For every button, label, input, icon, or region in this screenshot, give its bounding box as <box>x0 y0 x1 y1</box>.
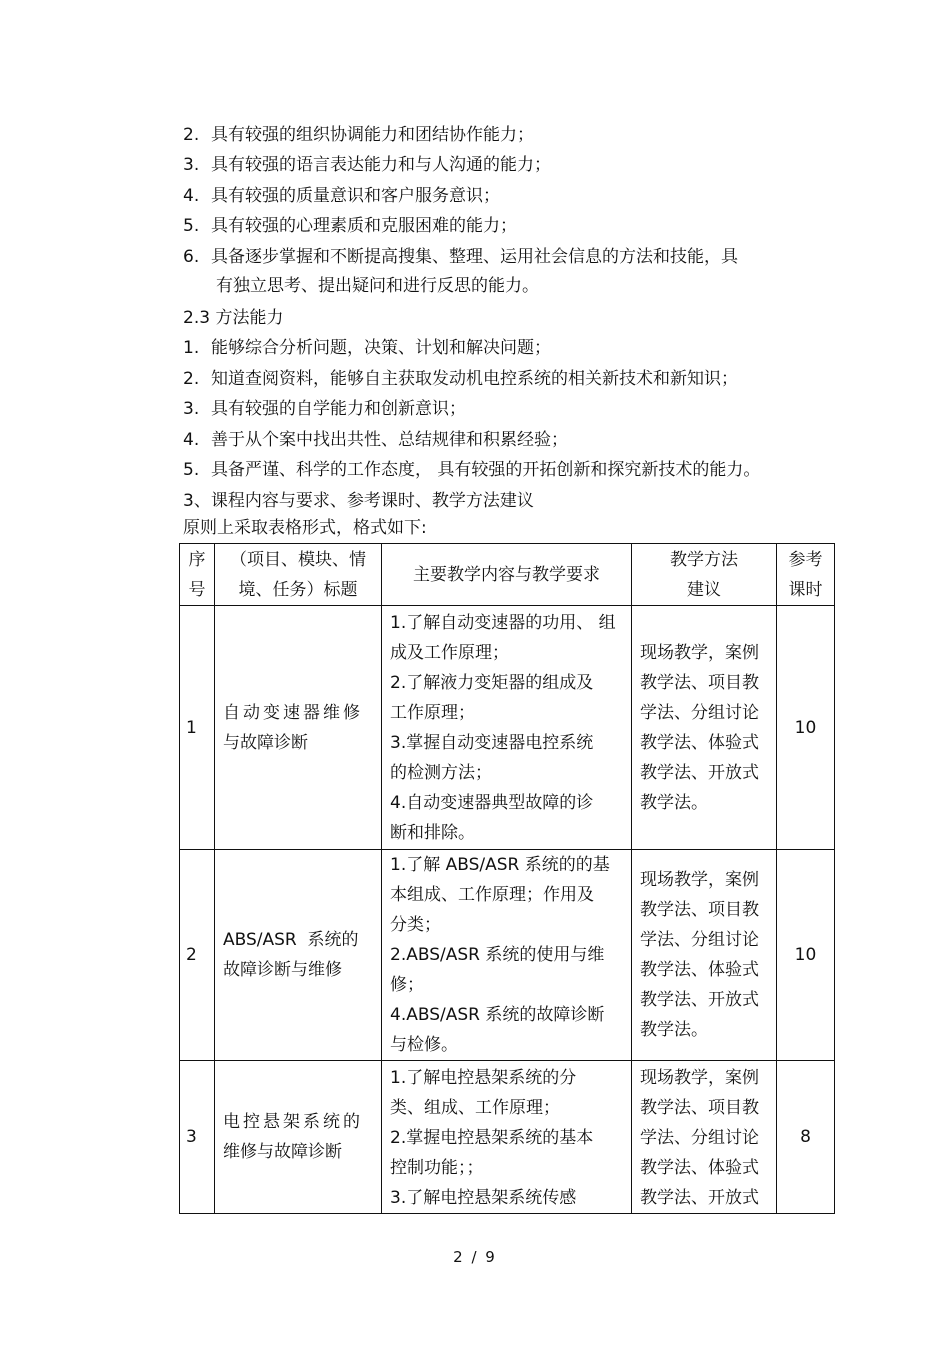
header-seq <box>180 544 215 606</box>
header-text: 境、任务）标题 <box>238 579 358 600</box>
method-line: 教学法、体验式 <box>640 732 759 753</box>
title-line: ABS/ASR 系统的 <box>223 930 359 950</box>
list-number: 1. <box>183 338 200 358</box>
table-row <box>180 606 835 850</box>
content-line: 本组成、工作原理；作用及 <box>390 885 594 905</box>
row-hours: 10 <box>777 850 835 1061</box>
list-item <box>183 211 517 241</box>
list-item <box>183 333 551 363</box>
list-text: 具有较强的心理素质和克服困难的能力； <box>211 216 517 236</box>
method-line: 现场教学，案例 <box>640 642 759 663</box>
list-text: 具有较强的组织协调能力和团结协作能力； <box>211 125 534 145</box>
list-number: 4. <box>183 430 200 450</box>
list-item <box>183 455 760 485</box>
method-line: 教学法、项目教 <box>640 900 759 920</box>
header-text: （项目、模块、情 <box>230 549 366 570</box>
content-line: 的检测方法； <box>390 762 492 783</box>
table-row <box>180 1061 835 1214</box>
row-method <box>632 850 777 1061</box>
method-line: 教学法。 <box>640 792 708 813</box>
content-line: 2.掌握电控悬架系统的基本 <box>390 1128 594 1148</box>
method-line: 教学法、开放式 <box>640 990 759 1010</box>
method-line: 教学法、体验式 <box>640 1158 759 1178</box>
method-line: 教学法、开放式 <box>640 762 759 783</box>
list-number: 5. <box>183 216 200 236</box>
content-line: 2.了解液力变矩器的组成及 <box>390 672 594 693</box>
list-number: 3. <box>183 399 200 419</box>
header-text: 号 <box>188 579 206 600</box>
method-line: 现场教学，案例 <box>640 1068 759 1088</box>
content-line: 断和排除。 <box>390 822 475 843</box>
list-item <box>183 364 738 394</box>
row-title <box>215 1061 382 1214</box>
header-text: 课时 <box>788 579 823 600</box>
row-content <box>382 606 632 850</box>
list-text: 具备逐步掌握和不断提高搜集、整理、运用社会信息的方法和技能，具 <box>211 247 738 267</box>
content-line: 3.了解电控悬架系统传感 <box>390 1188 577 1208</box>
content-line: 成及工作原理； <box>390 642 509 663</box>
section-heading: 2.3 方法能力 <box>183 308 284 328</box>
row-seq: 3 <box>180 1061 215 1214</box>
list-item <box>183 120 534 150</box>
header-method <box>632 544 777 606</box>
header-text: 教学方法 <box>670 549 738 570</box>
title-line: 故障诊断与维修 <box>223 960 342 980</box>
list-text: 具有较强的自学能力和创新意识； <box>211 399 466 419</box>
method-line: 学法、分组讨论 <box>640 1128 759 1148</box>
row-content <box>382 1061 632 1214</box>
content-line: 4.自动变速器典型故障的诊 <box>390 792 594 813</box>
method-line: 教学法、体验式 <box>640 960 759 980</box>
title-line: 电控悬架系统的 <box>223 1112 363 1132</box>
row-seq: 2 <box>180 850 215 1061</box>
method-line: 教学法、开放式 <box>640 1188 759 1208</box>
content-line: 1.了解电控悬架系统的分 <box>390 1068 577 1088</box>
title-line: 自动变速器维修 <box>223 702 363 723</box>
content-line: 控制功能；； <box>390 1158 484 1178</box>
list-item-continuation: 有独立思考、提出疑问和进行反思的能力。 <box>216 276 539 296</box>
row-method <box>632 1061 777 1214</box>
content-line: 1.了解 ABS/ASR 系统的的基 <box>390 855 610 875</box>
list-number: 6. <box>183 247 200 267</box>
list-number: 3. <box>183 155 200 175</box>
row-seq: 1 <box>180 606 215 850</box>
content-line: 类、组成、工作原理； <box>390 1098 560 1118</box>
table-header-row <box>180 544 835 606</box>
method-line: 现场教学，案例 <box>640 870 759 890</box>
list-text: 善于从个案中找出共性、总结规律和积累经验； <box>211 430 568 450</box>
list-text: 具有较强的质量意识和客户服务意识； <box>211 186 500 206</box>
list-text: 具备严谨、科学的工作态度， 具有较强的开拓创新和探究新技术的能力。 <box>211 460 761 480</box>
row-title <box>215 850 382 1061</box>
method-line: 教学法、项目教 <box>640 672 759 693</box>
header-text: 参考 <box>788 549 823 570</box>
content-line: 1.了解自动变速器的功用、 组 <box>390 612 616 633</box>
row-content <box>382 850 632 1061</box>
content-line: 4.ABS/ASR 系统的故障诊断 <box>390 1005 605 1025</box>
row-hours: 8 <box>777 1061 835 1214</box>
content-line: 工作原理； <box>390 702 475 723</box>
content-line: 修； <box>390 975 424 995</box>
list-item <box>183 242 738 272</box>
header-text: 序 <box>188 549 206 570</box>
content-line: 2.ABS/ASR 系统的使用与维 <box>390 945 605 965</box>
row-hours: 10 <box>777 606 835 850</box>
page-number: 2 / 9 <box>453 1248 497 1266</box>
row-title <box>215 606 382 850</box>
list-text: 知道查阅资料，能够自主获取发动机电控系统的相关新技术和新知识； <box>211 369 738 389</box>
header-text: 建议 <box>687 579 721 600</box>
list-text: 能够综合分析问题，决策、计划和解决问题； <box>211 338 551 358</box>
row-method <box>632 606 777 850</box>
title-line: 维修与故障诊断 <box>223 1142 342 1162</box>
title-line: 与故障诊断 <box>223 732 308 753</box>
content-line: 与检修。 <box>390 1035 458 1055</box>
list-number: 5. <box>183 460 200 480</box>
heading-3: 3、课程内容与要求、参考课时、教学方法建议 <box>183 491 534 511</box>
table-row <box>180 850 835 1061</box>
table-intro: 原则上采取表格形式，格式如下: <box>183 518 427 538</box>
list-item <box>183 394 466 424</box>
list-item <box>183 150 551 180</box>
content-line: 3.掌握自动变速器电控系统 <box>390 732 594 753</box>
list-number: 2. <box>183 369 200 389</box>
header-content: 主要教学内容与教学要求 <box>382 544 632 606</box>
method-line: 教学法。 <box>640 1020 708 1040</box>
method-line: 学法、分组讨论 <box>640 702 759 723</box>
method-line: 学法、分组讨论 <box>640 930 759 950</box>
list-number: 4. <box>183 186 200 206</box>
content-line: 分类； <box>390 915 441 935</box>
list-item <box>183 425 568 455</box>
header-title <box>215 544 382 606</box>
method-line: 教学法、项目教 <box>640 1098 759 1118</box>
list-text: 具有较强的语言表达能力和与人沟通的能力； <box>211 155 551 175</box>
list-item <box>183 181 500 211</box>
header-hours <box>777 544 835 606</box>
list-number: 2. <box>183 125 200 145</box>
course-content-table <box>179 543 835 1214</box>
